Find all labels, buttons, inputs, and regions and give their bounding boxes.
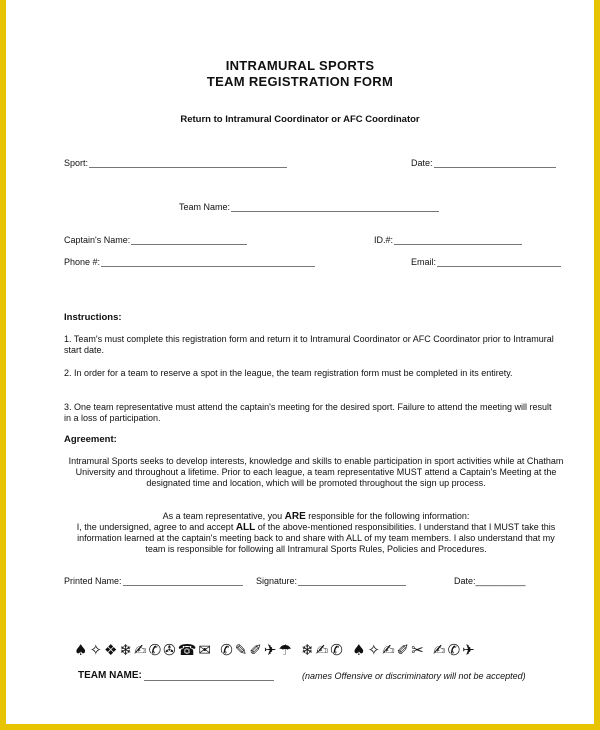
- printed-name-field[interactable]: [64, 576, 243, 586]
- instruction-3: 3. One team representative must attend the captain's meeting for the desired sport. Failure to attend the meeting will result in a loss of participation.: [64, 402, 552, 423]
- wingdings-heading: ♠✧❖❄✍✆✇☎✉ ✆✎✐✈☂ ❄✍✆ ♠✧✍✐✂ ✍✆✈: [74, 641, 477, 659]
- signature-field[interactable]: [256, 576, 406, 586]
- phone-input-line[interactable]: [101, 257, 315, 267]
- sport-field[interactable]: [64, 158, 287, 168]
- agreement-paragraph: Intramural Sports seeks to develop interests, knowledge and skills to enable participation in sport activities while at Chatham University and throughout a lifetime. Prior to each league, a team representative MUST attend a Captain's Meeting at the designated time and location, which will be promoted throughout the sign up process.: [68, 456, 564, 488]
- captain-name-label: Captain's Name:: [64, 235, 131, 245]
- sport-label: Sport:: [64, 158, 89, 168]
- captain-name-field[interactable]: [64, 235, 247, 245]
- team-name-label: Team Name:: [179, 202, 231, 212]
- rep-text-before: As a team representative, you: [162, 511, 285, 521]
- phone-field[interactable]: [64, 257, 315, 267]
- captain-name-input-line[interactable]: [131, 235, 247, 245]
- pledge-all-emphasis: ALL: [235, 522, 256, 533]
- phone-label: Phone #:: [64, 257, 101, 267]
- rep-text-after: responsible for the following information:: [305, 511, 470, 521]
- bottom-team-name-label: TEAM NAME:: [78, 670, 142, 681]
- pledge-statement: [66, 522, 566, 555]
- signature-input-line[interactable]: [298, 576, 406, 586]
- team-name-field[interactable]: [179, 202, 439, 212]
- signature-label: Signature:: [256, 576, 298, 586]
- sport-input-line[interactable]: [89, 158, 287, 168]
- printed-name-label: Printed Name:: [64, 576, 122, 586]
- date-field[interactable]: [411, 158, 556, 168]
- pledge-text-after: of the above-mentioned responsibilities. I understand that I MUST take this information learned at the captain's meeting back to and share with ALL of my team members. I also understand that my team is responsible for following all Intramural Sports Rules, Policies and Procedures.: [77, 522, 556, 554]
- id-input-line[interactable]: [394, 235, 522, 245]
- signature-date-field[interactable]: [454, 576, 526, 586]
- pledge-text-before: I, the undersigned, agree to and accept: [76, 522, 236, 532]
- email-field[interactable]: [411, 257, 561, 267]
- instruction-2: 2. In order for a team to reserve a spot in the league, the team registration form must be completed in its entirety.: [64, 368, 513, 378]
- date-label: Date:: [411, 158, 433, 168]
- signature-date-label: Date:__________: [454, 576, 526, 586]
- registration-form: [6, 0, 594, 724]
- form-title-line2: TEAM REGISTRATION FORM: [206, 74, 394, 89]
- team-name-input-line[interactable]: [231, 202, 439, 212]
- email-input-line[interactable]: [437, 257, 561, 267]
- date-input-line[interactable]: [434, 158, 556, 168]
- team-name-note: (names Offensive or discriminatory will not be accepted): [302, 671, 526, 681]
- id-label: ID.#:: [374, 235, 394, 245]
- id-field[interactable]: [374, 235, 522, 245]
- instruction-1: 1. Team's must complete this registration form and return it to Intramural Coordinator or AFC Coordinator prior to Intramural start date.: [64, 334, 554, 355]
- form-subtitle: Return to Intramural Coordinator or AFC Coordinator: [180, 114, 420, 125]
- bottom-team-name-field[interactable]: [78, 670, 274, 681]
- bottom-team-name-input-line[interactable]: [144, 670, 274, 681]
- agreement-heading: Agreement:: [64, 434, 117, 445]
- form-title-line1: INTRAMURAL SPORTS: [225, 58, 375, 73]
- rep-are-emphasis: ARE: [284, 511, 306, 522]
- representative-statement: [66, 511, 566, 522]
- printed-name-input-line[interactable]: [123, 576, 243, 586]
- instructions-heading: Instructions:: [64, 312, 122, 323]
- email-label: Email:: [411, 257, 437, 267]
